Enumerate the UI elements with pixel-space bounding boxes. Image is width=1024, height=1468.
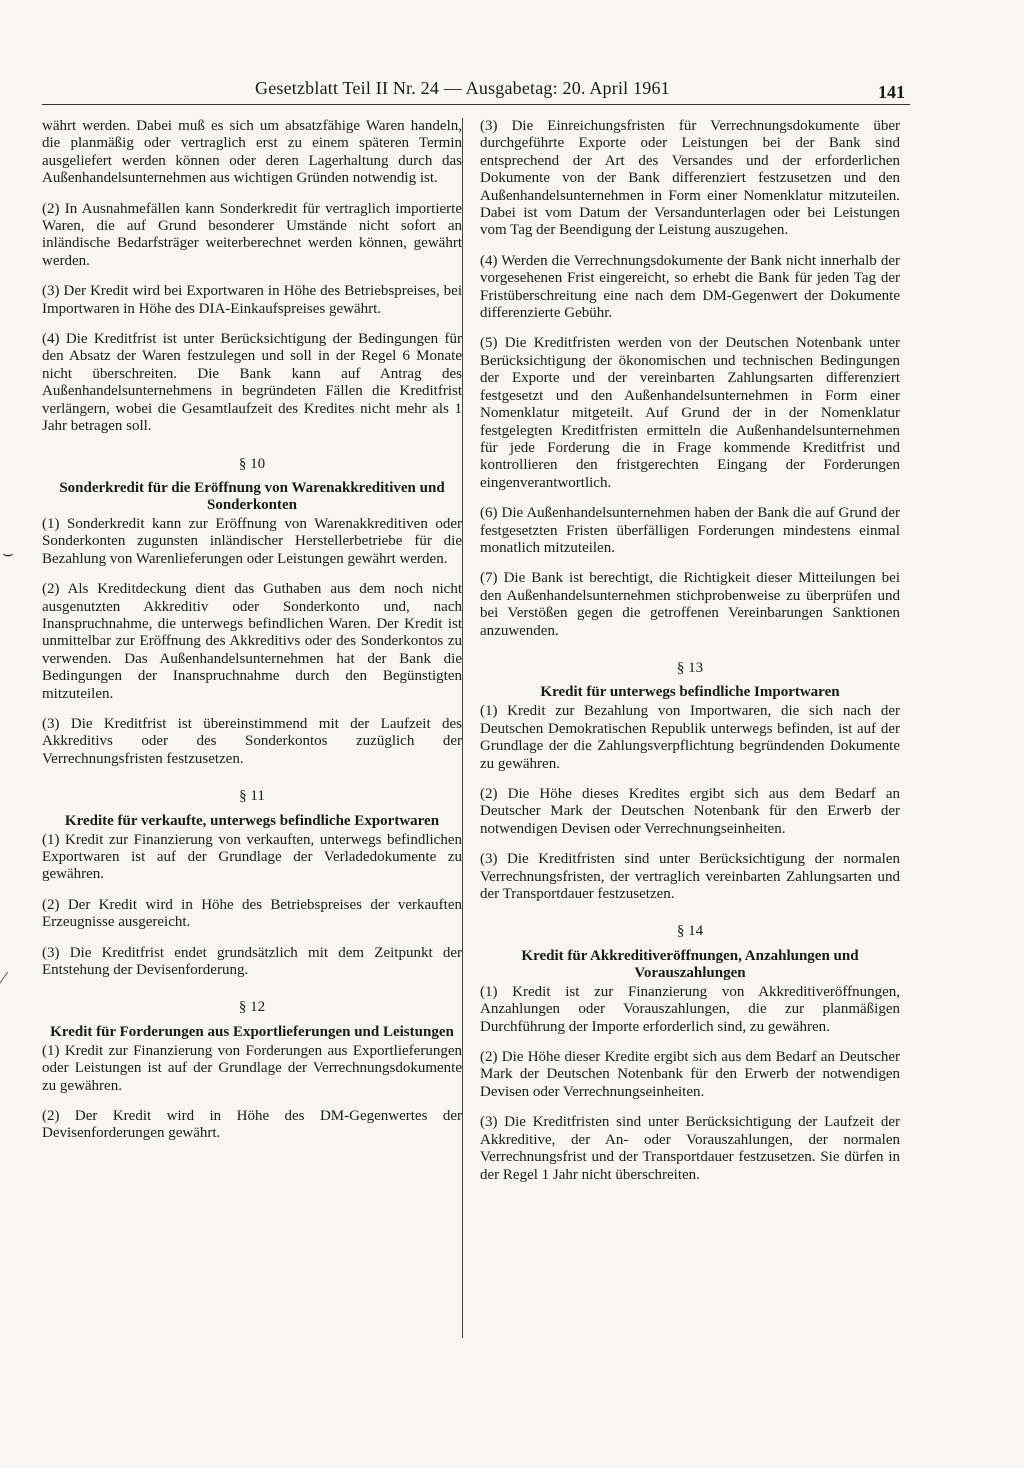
left-column [42,118,462,1156]
section-number: § 12 [238,999,266,1016]
section-number: § 11 [239,788,265,805]
paragraph: (3) Die Kreditfrist endet grundsätzlich mit dem Zeitpunkt der Entstehung der Devisenforderung. [42,944,462,979]
paragraph: (1) Sonderkredit kann zur Eröffnung von Warenakkreditiven oder Sonderkonten zugunsten inländischer Herstellerbetriebe für die Bezahlung von Warenlieferungen oder Leistungen gewährt werden. [42,515,462,567]
paragraph: (2) Die Höhe dieser Kredite ergibt sich aus dem Bedarf an Deutscher Mark der Deutschen Notenbank für den Erwerb der notwendigen Devisen oder Verrechnungseinheiten. [480,1049,900,1100]
paragraph: währt werden. Dabei muß es sich um absatzfähige Waren handeln, die planmäßig oder vertraglich erst zu einem späteren Termin ausgeliefert werden können oder deren Lagerhaltung durch das Außenhandelsunternehmen aus wichtigen Gründen notwendig ist. [42,118,462,187]
paragraph: (3) Die Kreditfrist ist übereinstimmend mit der Laufzeit des Akkreditivs oder des Sonderkontos zuzüglich der Verrechnungsfristen festzusetzen. [42,715,462,767]
right-column [480,118,900,1197]
paragraph: (1) Kredit zur Finanzierung von verkauften, unterwegs befindlichen Exportwaren ist auf der Grundlage der Verladedokumente zu gewähren. [42,831,462,883]
paragraph: (1) Kredit zur Finanzierung von Forderungen aus Exportlieferungen oder Leistungen ist auf der Grundlage der Verrechnungsdokumente zu gewähren. [42,1042,462,1094]
paragraph: (2) Als Kreditdeckung dient das Guthaben aus dem noch nicht ausgenutzten Akkreditiv oder Sonderkonto und, nach Inanspruchnahme, die unterwegs befindlichen Waren. Der Kredit ist unmittelbar zur Eröffnung des Akkreditivs oder des Sonderkontos zu verwenden. Das Außenhandelsunternehmen hat der Bank die Bedingungen der Inanspruchnahme durch den Begünstigten mitzuteilen. [42,581,462,702]
page-header [0,78,1024,104]
section-title: Kredit für Akkreditiveröffnungen, Anzahlungen und Vorauszahlungen [521,947,859,981]
paragraph: (2) Die Höhe dieses Kredites ergibt sich aus dem Bedarf an Deutscher Mark der Deutschen Notenbank für den Erwerb der notwendigen Devisen oder Verrechnungseinheiten. [480,786,900,837]
section-number: § 13 [676,659,704,676]
margin-tick-mark: ⁄ [2,968,6,988]
section-number: § 10 [238,455,266,472]
column-divider [462,118,463,1338]
paragraph: (3) Die Kreditfristen sind unter Berücksichtigung der normalen Verrechnungsfristen, der vertraglich vereinbarten Zahlungsarten und der Transportdauer festzusetzen. [480,851,900,903]
margin-tick-mark: ⌣ [2,543,14,563]
paragraph: (2) Der Kredit wird in Höhe des Betriebspreises der verkauften Erzeugnisse ausgereicht. [42,896,462,931]
header-title: Gesetzblatt Teil II Nr. 24 — Ausgabetag: 20. April 1961 [255,78,670,98]
paragraph: (4) Werden die Verrechnungsdokumente der Bank nicht innerhalb der vorgesehenen Frist eingereicht, so erhebt die Bank für jeden Tag der Fristüberschreitung eine nach dem DM-Gegenwert der Dokumente differenzierte Gebühr. [480,252,900,322]
paragraph: (4) Die Kreditfrist ist unter Berücksichtigung der Bedingungen für den Absatz der Waren festzulegen und soll in der Regel 6 Monate nicht überschreiten. Die Bank kann auf Antrag des Außenhandelsunternehmens in begründeten Fällen die Kreditfrist verlängern, wobei die Gesamtlaufzeit des Kredites nicht mehr als 1 Jahr betragen soll. [42,331,462,435]
paragraph: (5) Die Kreditfristen werden von der Deutschen Notenbank unter Berücksichtigung der ökonomischen und technischen Bedingungen der Exporte und der vereinbarten Zahlungsarten differenziert festgesetzt und den Außenhandelsunternehmen in Form einer Nomenklatur mitgeteilt. Auf Grund der in der Nomenklatur festgelegten Kreditfristen ermitteln die Außenhandelsunternehmen für jede Forderung die in Frage kommende Kreditfrist und kontrollieren den fristgerechten Eingang der Forderungen eingenverantwortlich. [480,335,900,491]
page-number: 141 [878,82,905,102]
paragraph: (2) Der Kredit wird in Höhe des DM-Gegenwertes der Devisenforderungen gewährt. [42,1108,462,1142]
paragraph: (3) Die Einreichungsfristen für Verrechnungsdokumente über durchgeführte Exporte oder Leistungen bei der Bank sind entsprechend der Art des Versandes und der erforderlichen Dokumente von der Bank differenziert festzusetzen und den Außenhandelsunternehmen in Form einer Nomenklatur mitzuteilen. Dabei ist vom Datum der Versandunterlagen oder bei Leistungen vom Tag der Beendigung der Leistung auszugehen. [480,118,900,239]
section-title: Kredit für unterwegs befindliche Importwaren [540,684,840,701]
section-title: Kredite für verkaufte, unterwegs befindliche Exportwaren [64,812,440,829]
paragraph: (7) Die Bank ist berechtigt, die Richtigkeit dieser Mitteilungen bei den Außenhandelsunternehmen stichprobenweise zu überprüfen und bei Verstößen gegen die getroffenen Vereinbarungen Sanktionen anzuwenden. [480,570,900,639]
paragraph: (3) Die Kreditfristen sind unter Berücksichtigung der Laufzeit der Akkreditive, der An- oder Vorauszahlungen, der normalen Verrechnungsfrist und der Transportdauer festzusetzen. Sie dürfen in der Regel 1 Jahr nicht überschreiten. [480,1114,900,1183]
section-title: Sonderkredit für die Eröffnung von Warenakkreditiven und Sonderkonten [59,479,445,513]
paragraph: (2) In Ausnahmefällen kann Sonderkredit für vertraglich importierte Waren, die auf Grund besonderer Umstände nicht sofort an inländische Bedarfsträger weiterberechnet werden können, gewährt werden. [42,200,462,269]
paragraph: (6) Die Außenhandelsunternehmen haben der Bank die auf Grund der festgesetzten Fristen überfälligen Forderungen mindestens einmal monatlich mitzuteilen. [480,505,900,556]
paragraph: (3) Der Kredit wird bei Exportwaren in Höhe des Betriebspreises, bei Importwaren in Höhe des DIA-Einkaufspreises gewährt. [42,283,462,317]
header-rule [42,104,910,105]
section-title: Kredit für Forderungen aus Exportlieferungen und Leistungen [50,1023,454,1040]
paragraph: (1) Kredit ist zur Finanzierung von Akkreditiveröffnungen, Anzahlungen oder Vorauszahlungen, die zur planmäßigen Durchführung der Importe erforderlich sind, zu gewähren. [480,983,900,1035]
paragraph: (1) Kredit zur Bezahlung von Importwaren, die sich nach der Deutschen Demokratischen Republik unterwegs befinden, ist auf der Grundlage der die Zahlungsverpflichtung begründenden Dokumente zu gewähren. [480,703,900,772]
section-number: § 14 [676,923,704,940]
